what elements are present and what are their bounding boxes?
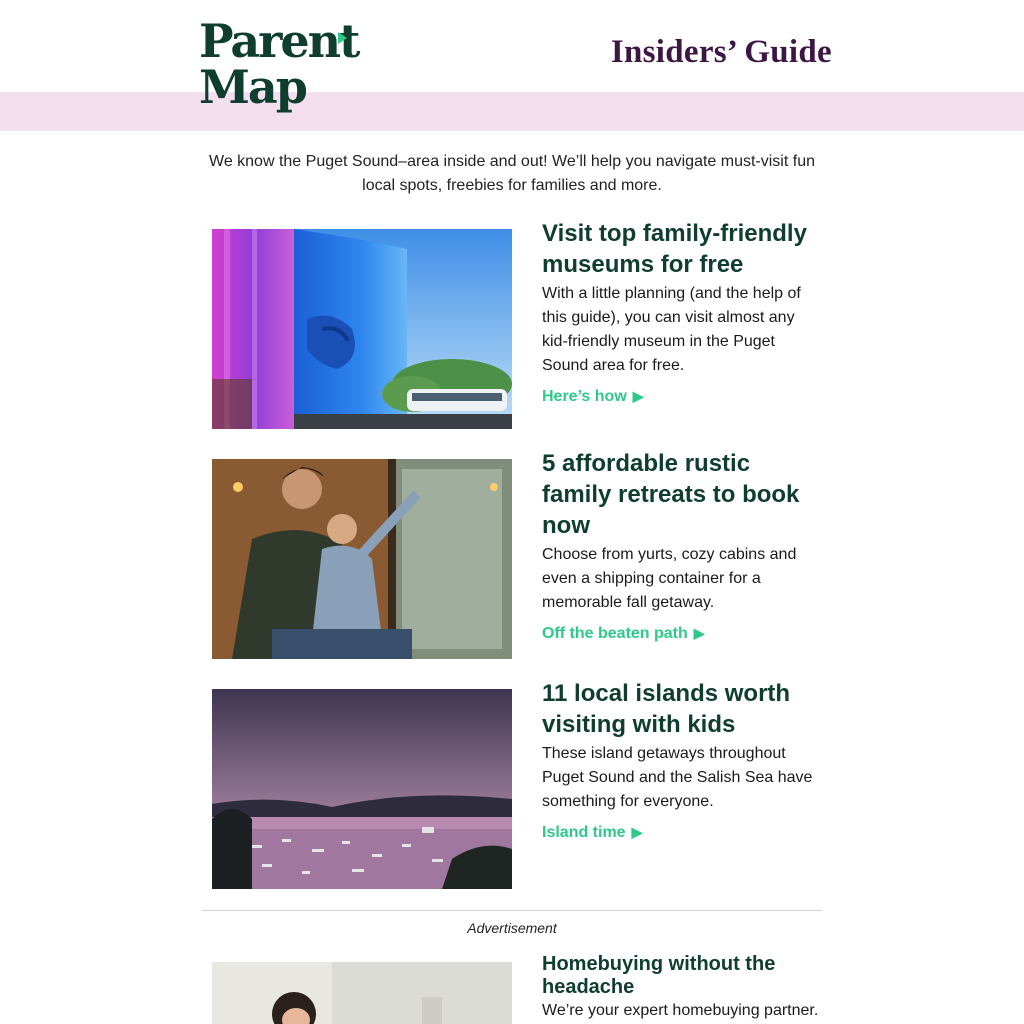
logo-line-1: Parent xyxy=(199,14,359,68)
section-divider xyxy=(202,910,822,911)
play-arrow-icon: ▶ xyxy=(632,388,644,404)
island-time-link[interactable] xyxy=(542,824,642,842)
museum-monorail-photo[interactable] xyxy=(212,229,512,429)
cta-label: Off the beaten path xyxy=(542,625,688,642)
advertisement-card xyxy=(212,953,824,1024)
cta-label: Island time xyxy=(542,824,626,841)
header-band xyxy=(0,92,1024,131)
logo-play-icon xyxy=(338,32,347,44)
woman-homebuyer-photo[interactable] xyxy=(212,962,512,1024)
island-harbor-dusk-photo[interactable] xyxy=(212,689,512,889)
off-the-beaten-path-link[interactable] xyxy=(542,625,705,643)
article-title[interactable]: Visit top family-friendly museums for free xyxy=(542,220,807,278)
article-summary: These island getaways throughout Puget Sound and the Salish Sea have something for everyone. xyxy=(542,745,813,810)
ad-body xyxy=(542,953,824,1023)
cta-label: Here’s how xyxy=(542,388,627,405)
ad-summary: We’re your expert homebuying partner. xyxy=(542,1002,819,1019)
logo-line-2: Map xyxy=(199,60,306,114)
article-summary: Choose from yurts, cozy cabins and even a shipping container for a memorable fall getaway. xyxy=(542,546,797,611)
article-card-retreats xyxy=(212,450,824,659)
play-arrow-icon: ▶ xyxy=(631,824,643,840)
advertisement-label: Advertisement xyxy=(467,920,557,936)
article-body xyxy=(542,220,824,406)
article-card-museums xyxy=(212,220,824,429)
parentmap-logo[interactable] xyxy=(199,14,359,120)
article-body xyxy=(542,450,824,643)
father-child-window-photo[interactable] xyxy=(212,459,512,659)
ad-title[interactable]: Homebuying without the headache xyxy=(542,953,776,998)
intro-text: We know the Puget Sound–area inside and out! We’ll help you navigate must-visit fun local spots, freebies for families and more. xyxy=(209,153,815,194)
play-arrow-icon: ▶ xyxy=(693,625,705,641)
heres-how-link[interactable] xyxy=(542,388,644,406)
article-title[interactable]: 11 local islands worth visiting with kids xyxy=(542,680,791,738)
email-header xyxy=(0,0,1024,114)
article-summary: With a little planning (and the help of this guide), you can visit almost any kid-friendly museum in the Puget Sound area for free. xyxy=(542,285,801,374)
article-title[interactable]: 5 affordable rustic family retreats to book now xyxy=(542,450,800,539)
article-body xyxy=(542,680,824,842)
insiders-guide-title: Insiders’ Guide xyxy=(610,34,832,70)
article-card-islands xyxy=(212,680,824,889)
